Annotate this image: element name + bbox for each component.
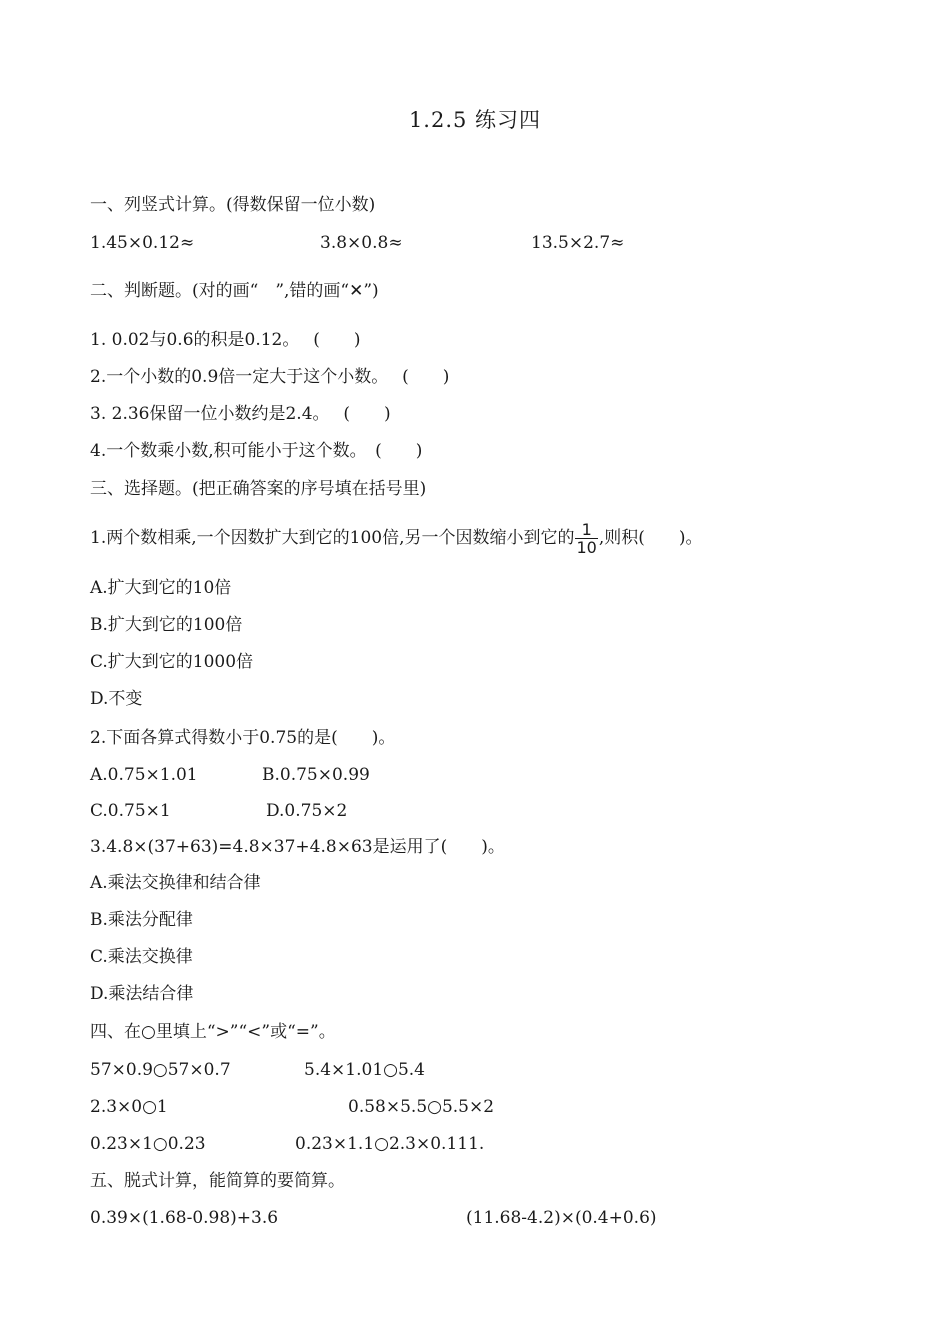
q2-option-b: B.0.75×0.99 [262, 765, 370, 785]
compare-item-3a: 0.23×1○0.23 [90, 1134, 206, 1154]
choice-question-3: 3.4.8×(37+63)=4.8×37+4.8×63是运用了( )。 [90, 837, 505, 857]
expression-row [90, 1207, 790, 1229]
choice-question-1-tail: ,则积( )。 [598, 528, 703, 548]
q3-option-c: C.乘法交换律 [90, 947, 193, 967]
choice-question-2: 2.下面各算式得数小于0.75的是( )。 [90, 728, 396, 748]
section-1-items [90, 232, 790, 254]
section-3-heading: 三、选择题。(把正确答案的序号填在括号里) [90, 479, 427, 499]
compare-row-1 [90, 1059, 790, 1081]
fraction-denominator: 10 [576, 538, 597, 557]
q1-option-a: A.扩大到它的10倍 [90, 578, 232, 598]
section-5-heading: 五、脱式计算，能简算的要简算。 [90, 1171, 345, 1191]
page-title: 1.2.5 练习四 [408, 108, 542, 132]
compare-item-2a: 2.3×0○1 [90, 1097, 168, 1117]
judge-question-3: 3. 2.36保留一位小数约是2.4。 ( ) [90, 404, 391, 424]
fraction-numerator: 1 [575, 521, 597, 539]
calc-item-2: 3.8×0.8≈ [320, 233, 403, 253]
compare-item-1a: 57×0.9○57×0.7 [90, 1060, 231, 1080]
q1-option-d: D.不变 [90, 689, 143, 709]
section-2-heading-text: 二、判断题。(对的画“ ”,错的画“ [90, 281, 350, 301]
choice-question-1 [90, 518, 703, 558]
q1-option-c: C.扩大到它的1000倍 [90, 652, 254, 672]
expression-1: 0.39×(1.68-0.98)+3.6 [90, 1208, 279, 1228]
q3-option-a: A.乘法交换律和结合律 [90, 873, 261, 893]
expression-2: (11.68-4.2)×(0.4+0.6) [466, 1208, 657, 1228]
section-1-heading: 一、列竖式计算。(得数保留一位小数) [90, 195, 376, 215]
compare-row-2 [90, 1096, 790, 1118]
q3-option-b: B.乘法分配律 [90, 910, 193, 930]
section-2-heading-tail: ”) [363, 281, 379, 301]
q2-option-d: D.0.75×2 [266, 801, 348, 821]
q2-options-row-1 [90, 764, 690, 786]
calc-item-3: 13.5×2.7≈ [531, 233, 625, 253]
judge-question-2: 2.一个小数的0.9倍一定大于这个小数。 ( ) [90, 367, 450, 387]
q2-option-a: A.0.75×1.01 [90, 765, 198, 785]
compare-item-3b: 0.23×1.1○2.3×0.111. [295, 1134, 485, 1154]
q2-options-row-2 [90, 800, 690, 822]
judge-question-4: 4.一个数乘小数,积可能小于这个数。 ( ) [90, 441, 423, 461]
compare-item-1b: 5.4×1.01○5.4 [304, 1060, 426, 1080]
section-2-heading [90, 280, 379, 302]
compare-item-2b: 0.58×5.5○5.5×2 [348, 1097, 495, 1117]
q2-option-c: C.0.75×1 [90, 801, 171, 821]
calc-item-1: 1.45×0.12≈ [90, 233, 195, 253]
judge-question-1: 1. 0.02与0.6的积是0.12。 ( ) [90, 330, 361, 350]
q1-option-b: B.扩大到它的100倍 [90, 615, 243, 635]
fraction-one-tenth [575, 521, 597, 556]
q3-option-d: D.乘法结合律 [90, 984, 194, 1004]
cross-mark-icon: ✕ [349, 281, 364, 301]
choice-question-1-text: 1.两个数相乘,一个因数扩大到它的100倍,另一个因数缩小到它的 [90, 528, 575, 548]
compare-row-3 [90, 1133, 790, 1155]
section-4-heading: 四、在○里填上“>”“<”或“=”。 [90, 1022, 336, 1042]
